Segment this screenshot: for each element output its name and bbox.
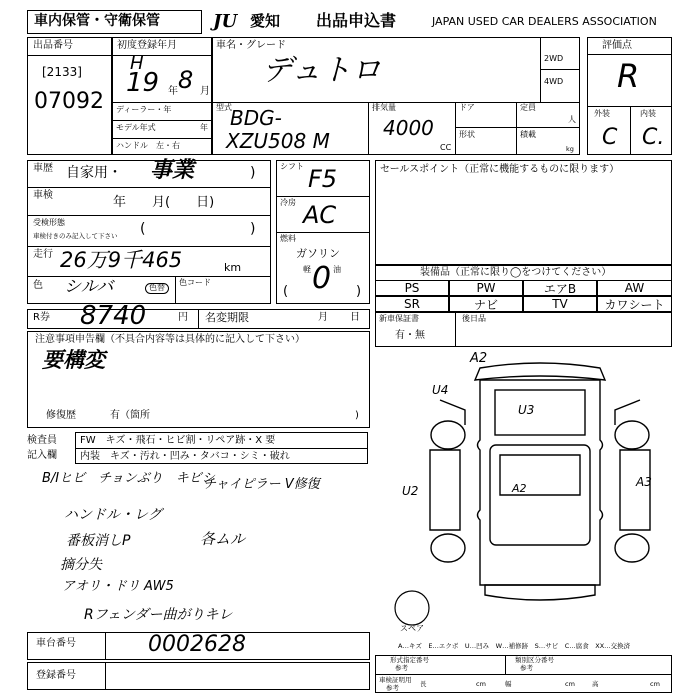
recycle-label: R券 <box>33 312 50 323</box>
chassis-label: 車台番号 <box>36 638 76 649</box>
insp-note-8: Rフェンダー曲がりキレ <box>84 607 233 623</box>
insp-note-6: 摘分失 <box>60 557 102 573</box>
color-code-label: 色コード <box>179 278 211 287</box>
height-unit: cm <box>650 680 660 688</box>
history-paren: ) <box>250 165 256 181</box>
diagram-mark-u3: U3 <box>518 403 535 417</box>
mileage-unit: km <box>224 261 242 274</box>
receipt-paren-close: ) <box>250 221 256 237</box>
interior-grade: C. <box>642 125 665 150</box>
registration-year: 19 <box>126 68 160 98</box>
inspector-interior-row: 内装 キズ・汚れ・凹み・タバコ・シミ・破れ <box>80 451 290 462</box>
equip-pw: PW <box>449 280 523 296</box>
repair-value: 有（箇所 <box>110 410 150 421</box>
color-value: シルバ <box>64 277 114 297</box>
registration-label: 初度登録年月 <box>117 40 177 51</box>
lot-number: 07092 <box>34 89 104 114</box>
diagram-mark-front: A2 <box>470 351 488 366</box>
regcert-ref: 参考 <box>386 684 399 692</box>
diagram-mark-u4: U4 <box>432 383 449 397</box>
lot-bracket: [2133] <box>42 65 82 79</box>
equip-aw: AW <box>597 280 672 296</box>
length-label: 長 <box>420 680 427 688</box>
insp-note-7: アオリ・ドリ AW5 <box>62 579 174 594</box>
fuel-type: ガソリン <box>296 247 340 260</box>
name-change-label: 名変期限 <box>205 311 249 324</box>
inspector-label-1: 検査員 <box>27 435 57 446</box>
width-label: 幅 <box>505 680 512 688</box>
spare-label: スペア <box>400 624 424 633</box>
vehicle-name-label: 車名・グレード <box>216 40 286 51</box>
equip-leather: カワシート <box>597 296 672 312</box>
regcert-label: 車検証明用 <box>379 676 412 684</box>
warranty-value: 有・無 <box>395 330 425 341</box>
selling-points-label: セールスポイント（正常に機能するものに限ります） <box>380 164 620 175</box>
fuel-paren-close: ) <box>356 284 362 299</box>
lot-number-label: 出品番号 <box>33 40 73 51</box>
recycle-value: 8740 <box>80 301 147 331</box>
ju-logo: JU <box>213 11 238 32</box>
receipt-note: 車検付きのみ記入して下さい <box>33 232 118 240</box>
type-label: 型式 <box>216 103 232 112</box>
type-line2: XZU508 M <box>226 129 330 153</box>
diagram-mark-u2: U2 <box>402 484 419 498</box>
recycle-unit: 円 <box>178 312 188 323</box>
after-date-label: 後日品 <box>462 314 486 323</box>
equip-ps: PS <box>375 280 449 296</box>
width-unit: cm <box>565 680 575 688</box>
equip-navi: ナビ <box>449 296 523 312</box>
mileage-value: 26万9千465 <box>60 248 183 272</box>
ac-value: AC <box>303 201 337 229</box>
displacement-unit: CC <box>440 143 452 152</box>
rating-score: R <box>617 57 640 95</box>
displacement-label: 排気量 <box>372 103 396 112</box>
registration-no-label: 登録番号 <box>36 670 76 681</box>
fuel-paren-open: ( <box>283 284 289 299</box>
insp-note-1: B/Iヒビ チョンぶり キビシ <box>42 471 215 486</box>
color-label: 色 <box>33 280 43 291</box>
shape-label: 形状 <box>459 130 475 139</box>
type-number-label: 形式指定番号 <box>390 656 429 664</box>
receipt-label: 受検形態 <box>33 218 65 227</box>
warranty-label: 新車保証書 <box>379 314 419 323</box>
registration-era: H <box>130 53 144 74</box>
association-name: JAPAN USED CAR DEALERS ASSOCIATION <box>432 15 657 28</box>
fuel-oil: 油 <box>333 265 341 274</box>
insp-note-4: 番板消しP <box>66 533 131 549</box>
chassis-value: 0002628 <box>148 632 246 657</box>
selling-points-box <box>375 160 672 265</box>
category-ref-label: 参考 <box>520 664 533 672</box>
storage-label: 車内保管・守衛保管 <box>34 13 160 29</box>
shaken-value: 年 月( 日) <box>113 195 215 210</box>
equip-tv: TV <box>523 296 597 312</box>
drive-2wd: 2WD <box>544 54 564 63</box>
fuel-label: 燃料 <box>280 234 296 243</box>
shift-value: F5 <box>308 165 338 193</box>
diagram-mark-center: A2 <box>512 482 527 495</box>
registration-no-box <box>27 662 370 690</box>
exterior-label: 外装 <box>594 109 610 118</box>
notes-box <box>27 331 370 428</box>
history-handwritten: 事業 <box>150 158 195 183</box>
load-unit: kg <box>566 145 574 153</box>
notes-handwritten: 要構変 <box>42 348 105 372</box>
form-title: 出品申込書 <box>316 11 397 30</box>
inspector-fw-row: FW キズ・飛石・ヒビ割・リペア跡・X 要 <box>80 435 276 446</box>
repair-label: 修復歴 <box>46 410 76 421</box>
height-label: 高 <box>592 680 599 688</box>
color-change: 色替 <box>145 283 169 294</box>
shift-label: シフト <box>280 162 304 171</box>
door-label: ドア <box>459 103 475 112</box>
capacity-label: 定員 <box>520 103 536 112</box>
model-year-label: モデル年式 <box>116 123 156 132</box>
name-change-month: 月 <box>318 312 328 323</box>
insp-note-3: ハンドル・レグ <box>64 507 162 523</box>
spare-tire-icon <box>392 588 432 628</box>
month-unit: 月 <box>200 86 210 97</box>
type-ref-label: 参考 <box>395 664 408 672</box>
dealer-label: ディーラー・年 <box>116 105 172 114</box>
fuel-light: 軽 <box>303 265 311 274</box>
insp-note-5: 各ムル <box>200 530 246 548</box>
displacement: 4000 <box>383 116 434 140</box>
branch-name: 愛知 <box>250 12 281 30</box>
registration-month: 8 <box>178 66 194 94</box>
ac-label: 冷房 <box>280 198 296 207</box>
shaken-label: 車検 <box>33 190 53 201</box>
capacity-unit: 人 <box>568 115 576 124</box>
vehicle-diagram <box>420 350 670 610</box>
year-unit: 年 <box>168 86 178 97</box>
receipt-paren-open: ( <box>140 221 146 237</box>
steering-label: ハンドル 左・右 <box>116 141 180 150</box>
load-label: 積載 <box>520 130 536 139</box>
equipment-label: 装備品（正常に限り◯をつけてください） <box>420 267 612 278</box>
storage-box <box>27 10 202 34</box>
inspector-label-2: 記入欄 <box>27 450 57 461</box>
exterior-grade: C <box>602 125 618 150</box>
history-label: 車歴 <box>33 163 53 174</box>
diagram-legend: A…キズ E…エクボ U…凹み W…補修跡 S…サビ C…腐食 XX…交換済 <box>398 642 631 650</box>
equip-sr: SR <box>375 296 449 312</box>
model-year-unit: 年 <box>200 123 208 132</box>
rating-label: 評価点 <box>602 40 632 51</box>
mileage-label: 走行 <box>33 249 53 260</box>
notes-label: 注意事項申告欄（不具合内容等は具体的に記入して下さい） <box>35 334 305 345</box>
insp-note-2: チャイピラー V修復 <box>203 477 320 492</box>
name-change-day: 日 <box>350 312 360 323</box>
drive-4wd: 4WD <box>544 77 564 86</box>
equip-airbag: エアB <box>523 280 597 296</box>
fuel-value: 0 <box>312 261 332 296</box>
repair-paren-close: ) <box>355 410 359 421</box>
diagram-mark-a3: A3 <box>636 475 652 489</box>
interior-label: 内装 <box>640 109 656 118</box>
length-unit: cm <box>476 680 486 688</box>
category-label: 類別区分番号 <box>515 656 554 664</box>
type-line1: BDG- <box>230 106 282 130</box>
vehicle-name: デュトロ <box>262 53 382 88</box>
history-value: 自家用・ <box>66 165 122 181</box>
